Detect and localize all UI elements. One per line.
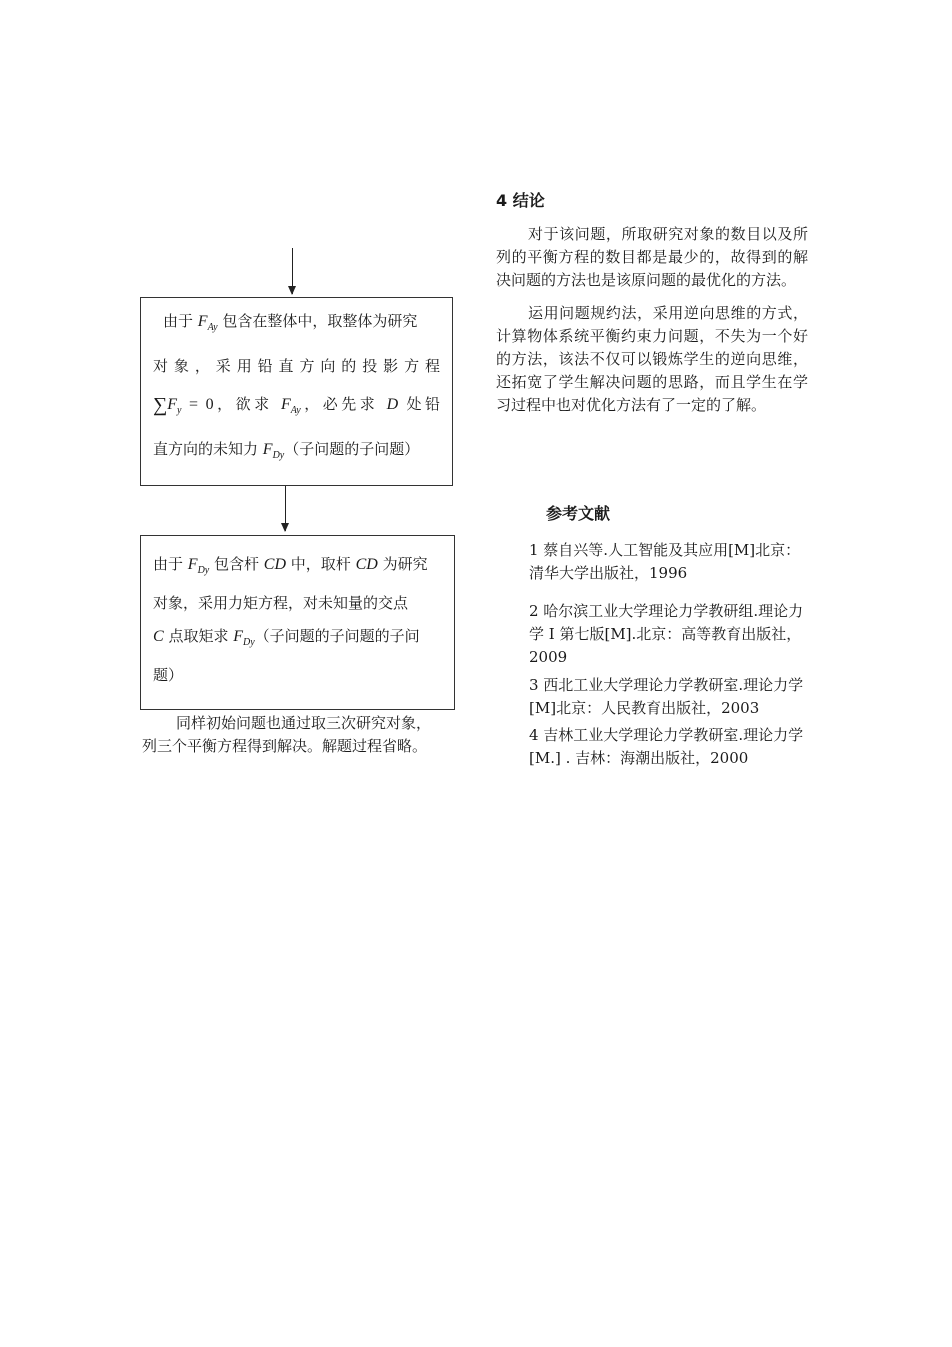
reference-item-3: 3 西北工业大学理论力学教研室.理论力学[M]北京：人民教育出版社，2003 — [529, 676, 804, 717]
flowchart-note-line1: 同样初始问题也通过取三次研究对象， — [176, 714, 432, 732]
reference-item-4: 4 吉林工业大学理论力学教研室.理论力学[M.] . 吉林：海潮出版社，2000 — [529, 726, 804, 767]
reference-item-2: 2 哈尔滨工业大学理论力学教研组.理论力学 I 第七版[M].北京：高等教育出版社，2009 — [529, 602, 804, 666]
flowchart-note — [142, 712, 462, 758]
flowchart-box-rod-cd — [140, 535, 455, 710]
conclusion-paragraph-2: 运用问题规约法，采用逆向思维的方式，计算物体系统平衡约束力问题，不失为一个好的方法，该法不仅可以锻炼学生的逆向思维，还拓宽了学生解决问题的思路，而且学生在学习过程中也对优化方法有了一定的了解。 — [496, 304, 808, 414]
flowchart-box-whole-body — [140, 297, 453, 486]
flow-arrow-middle — [285, 486, 286, 531]
flowchart-note-line2: 列三个平衡方程得到解决。解题过程省略。 — [142, 737, 428, 755]
reference-item-1: 1 蔡自兴等.人工智能及其应用[M]北京：清华大学出版社，1996 — [529, 541, 801, 582]
conclusion-heading: 4 结论 — [496, 191, 545, 210]
box2-line1: 由于 $F_{Dy}$ 包含杆 CD 中，取杆 CD 为研究 — [153, 555, 428, 576]
references-heading: 参考文献 — [546, 504, 611, 523]
box2-line2: 对象，采用力矩方程，对未知量的交点 — [153, 594, 409, 612]
box1-line1: 由于 $F_{Ay}$ 包含在整体中，取整体为研究 — [163, 312, 418, 333]
box2-line3: C 点取矩求 $F_{Dy}$（子问题的子问题的子问 — [153, 627, 420, 648]
box1-line2: 对象，采用铅直方向的投影方程 — [153, 357, 440, 375]
flow-arrow-top — [292, 248, 293, 294]
box1-line4: 直方向的未知力 $F_{Dy}$（子问题的子问题） — [153, 440, 420, 461]
conclusion-paragraph-1: 对于该问题，所取研究对象的数目以及所列的平衡方程的数目都是最少的，故得到的解决问题的方法也是该原问题的最优化的方法。 — [496, 225, 808, 289]
box1-line3: $\sum F_y = 0$，欲求 $F_{Ay}$，必先求 D 处铅 — [153, 394, 440, 416]
box2-line4: 题） — [153, 666, 184, 684]
conclusion-section — [496, 188, 808, 417]
